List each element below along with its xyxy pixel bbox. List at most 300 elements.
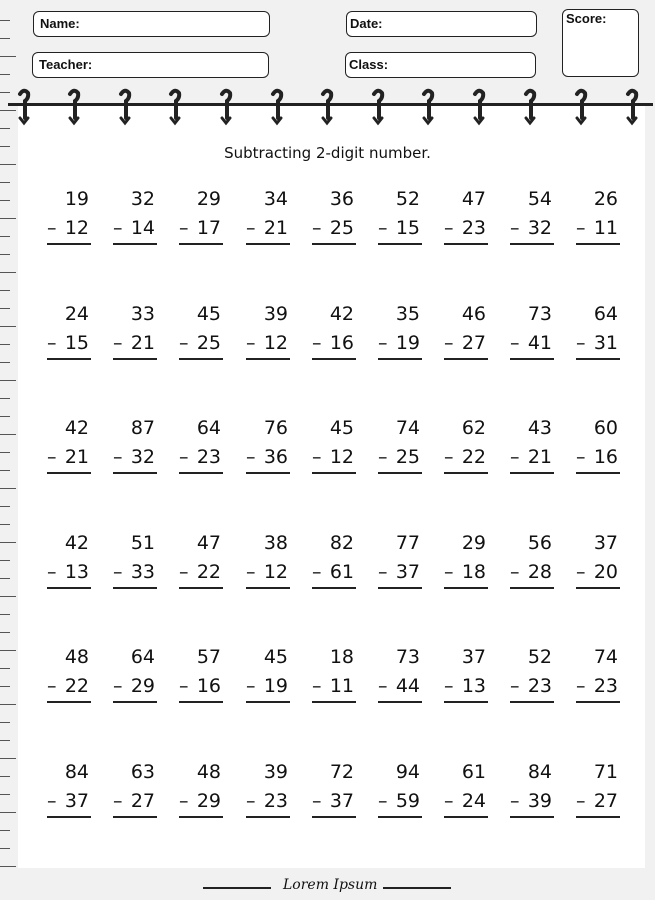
subtrahend-row (179, 443, 223, 474)
minus-sign: – (510, 446, 520, 469)
subtrahend: 44 (395, 675, 420, 698)
subtraction-problem (510, 758, 554, 818)
subtraction-problem (113, 643, 157, 703)
ruler-tick (0, 416, 10, 417)
class-label: Class: (349, 57, 389, 72)
minuend: 48 (64, 646, 89, 669)
subtraction-problem (113, 758, 157, 818)
minuend: 32 (130, 188, 155, 210)
minus-sign: – (246, 560, 256, 583)
minus-sign: – (378, 560, 388, 583)
subtraction-problem (312, 643, 356, 703)
subtrahend-row (47, 787, 91, 818)
ruler-tick (0, 164, 16, 165)
footer-divider-left (203, 887, 271, 889)
minuend: 45 (329, 417, 354, 440)
binder-ring-icon (625, 88, 639, 126)
ruler-tick (0, 20, 10, 21)
subtrahend: 13 (64, 560, 89, 583)
score-label: Score: (566, 11, 607, 26)
subtrahend: 12 (263, 331, 288, 354)
subtrahend-row (47, 672, 91, 703)
minuend: 82 (329, 531, 354, 554)
subtrahend: 37 (329, 790, 354, 812)
subtrahend: 14 (130, 217, 155, 239)
subtrahend-row (510, 443, 554, 474)
minuend: 42 (64, 531, 89, 554)
subtrahend: 29 (130, 675, 155, 698)
binder-ring-icon (270, 88, 284, 126)
subtrahend: 19 (263, 675, 288, 698)
subtraction-problem (576, 529, 620, 589)
subtrahend: 23 (196, 446, 221, 469)
minuend: 61 (461, 761, 486, 783)
subtrahend: 21 (64, 446, 89, 469)
minuend: 48 (196, 761, 221, 783)
subtraction-problem (179, 758, 223, 818)
subtraction-problem (378, 758, 422, 818)
subtrahend: 36 (263, 446, 288, 469)
subtraction-problem (576, 185, 620, 245)
minus-sign: – (444, 217, 454, 239)
name-label: Name: (40, 16, 80, 31)
ruler-tick (0, 740, 10, 741)
ruler-tick (0, 596, 16, 597)
subtrahend: 37 (395, 560, 420, 583)
minus-sign: – (312, 790, 322, 812)
ruler-tick (0, 470, 10, 471)
subtraction-problem (312, 414, 356, 474)
subtrahend-row (47, 443, 91, 474)
subtrahend-row (576, 329, 620, 360)
ruler-tick (0, 848, 10, 849)
subtrahend-row (113, 672, 157, 703)
subtrahend: 32 (130, 446, 155, 469)
subtrahend: 24 (461, 790, 486, 812)
score-box[interactable] (562, 9, 639, 77)
binder-ring-icon (574, 88, 588, 126)
ruler-tick (0, 38, 10, 39)
subtraction-problem (113, 185, 157, 245)
subtrahend-row (246, 329, 290, 360)
ruler-tick (0, 542, 16, 543)
subtraction-problem (246, 414, 290, 474)
minus-sign: – (113, 560, 123, 583)
subtrahend: 23 (593, 675, 618, 698)
subtraction-problem (47, 529, 91, 589)
minuend: 24 (64, 302, 89, 325)
minus-sign: – (444, 790, 454, 812)
minuend: 76 (263, 417, 288, 440)
minuend: 94 (395, 761, 420, 783)
subtraction-problem (510, 529, 554, 589)
subtrahend-row (378, 214, 422, 245)
minus-sign: – (312, 675, 322, 698)
minus-sign: – (47, 217, 57, 239)
subtrahend-row (378, 558, 422, 589)
minus-sign: – (179, 331, 189, 354)
subtraction-problem (47, 300, 91, 360)
subtraction-problem (378, 529, 422, 589)
subtraction-problem (312, 300, 356, 360)
ruler-tick (0, 110, 16, 111)
subtraction-problem (312, 185, 356, 245)
minus-sign: – (179, 675, 189, 698)
subtrahend: 16 (196, 675, 221, 698)
minuend: 37 (593, 531, 618, 554)
subtrahend-row (246, 214, 290, 245)
subtrahend-row (179, 787, 223, 818)
subtrahend-row (510, 672, 554, 703)
subtraction-problem (444, 185, 488, 245)
subtrahend-row (312, 558, 356, 589)
subtrahend-row (312, 443, 356, 474)
minuend: 18 (329, 646, 354, 669)
binder-ring-icon (523, 88, 537, 126)
subtrahend-row (47, 329, 91, 360)
subtrahend: 18 (461, 560, 486, 583)
minus-sign: – (47, 675, 57, 698)
minuend: 39 (263, 761, 288, 783)
ruler-tick (0, 254, 10, 255)
subtrahend: 41 (527, 331, 552, 354)
subtraction-problem (378, 300, 422, 360)
minuend: 72 (329, 761, 354, 783)
subtraction-problem (576, 758, 620, 818)
subtraction-problem (113, 414, 157, 474)
subtrahend-row (510, 214, 554, 245)
minus-sign: – (378, 790, 388, 812)
subtrahend-row (47, 558, 91, 589)
subtraction-problem (246, 529, 290, 589)
ruler-tick (0, 92, 10, 93)
ruler-tick (0, 830, 10, 831)
minuend: 39 (263, 302, 288, 325)
subtrahend: 27 (461, 331, 486, 354)
minuend: 52 (527, 646, 552, 669)
minus-sign: – (312, 331, 322, 354)
subtraction-problem (179, 414, 223, 474)
ruler-tick (0, 326, 16, 327)
minus-sign: – (444, 446, 454, 469)
ruler-tick (0, 128, 10, 129)
subtrahend-row (444, 443, 488, 474)
subtraction-problem (378, 414, 422, 474)
subtraction-problem (378, 185, 422, 245)
subtrahend: 23 (263, 790, 288, 812)
minus-sign: – (510, 560, 520, 583)
subtrahend: 20 (593, 560, 618, 583)
subtraction-problem (246, 758, 290, 818)
minuend: 45 (196, 302, 221, 325)
binder-ring-icon (320, 88, 334, 126)
ruler-tick (0, 794, 10, 795)
subtrahend: 32 (527, 217, 552, 239)
ruler-tick (0, 560, 10, 561)
subtrahend: 21 (527, 446, 552, 469)
subtraction-problem (179, 529, 223, 589)
subtrahend: 12 (263, 560, 288, 583)
subtrahend: 31 (593, 331, 618, 354)
binder-ring-icon (421, 88, 435, 126)
subtraction-problem (179, 185, 223, 245)
ruler-tick (0, 344, 10, 345)
subtraction-problem (510, 643, 554, 703)
minuend: 56 (527, 531, 552, 554)
minuend: 45 (263, 646, 288, 669)
subtrahend: 22 (64, 675, 89, 698)
subtrahend: 16 (329, 331, 354, 354)
subtrahend: 11 (593, 217, 618, 239)
ruler-tick (0, 614, 10, 615)
date-label: Date: (350, 16, 383, 31)
subtraction-problem (179, 300, 223, 360)
teacher-label: Teacher: (39, 57, 93, 72)
minus-sign: – (246, 217, 256, 239)
subtrahend: 21 (263, 217, 288, 239)
subtrahend-row (113, 787, 157, 818)
ruler-tick (0, 650, 16, 651)
subtraction-problem (312, 529, 356, 589)
binder-ring-icon (219, 88, 233, 126)
minus-sign: – (113, 331, 123, 354)
subtrahend: 12 (64, 217, 89, 239)
minuend: 36 (329, 188, 354, 210)
minuend: 87 (130, 417, 155, 440)
subtraction-problem (246, 185, 290, 245)
ruler-tick (0, 452, 10, 453)
ruler-tick (0, 74, 10, 75)
minus-sign: – (246, 446, 256, 469)
minuend: 42 (329, 302, 354, 325)
ruler-tick (0, 812, 16, 813)
minus-sign: – (312, 217, 322, 239)
minuend: 60 (593, 417, 618, 440)
subtrahend: 13 (461, 675, 486, 698)
binder-ring-icon (168, 88, 182, 126)
subtrahend-row (246, 443, 290, 474)
minuend: 29 (196, 188, 221, 210)
subtrahend-row (246, 672, 290, 703)
subtraction-problem (444, 529, 488, 589)
minus-sign: – (510, 675, 520, 698)
ruler-tick (0, 236, 10, 237)
subtrahend: 15 (395, 217, 420, 239)
minuend: 52 (395, 188, 420, 210)
subtrahend: 16 (593, 446, 618, 469)
binder-ring-icon (17, 88, 31, 126)
subtrahend-row (510, 558, 554, 589)
subtraction-problem (113, 529, 157, 589)
ruler-tick (0, 290, 10, 291)
subtraction-problem (246, 300, 290, 360)
subtrahend-row (378, 672, 422, 703)
ruler-tick (0, 308, 10, 309)
subtrahend: 29 (196, 790, 221, 812)
minus-sign: – (576, 675, 586, 698)
subtrahend: 23 (461, 217, 486, 239)
ruler-tick (0, 146, 10, 147)
subtrahend-row (378, 787, 422, 818)
subtrahend: 25 (329, 217, 354, 239)
subtrahend-row (378, 329, 422, 360)
subtrahend: 33 (130, 560, 155, 583)
minuend: 34 (263, 188, 288, 210)
ruler-tick (0, 866, 16, 867)
ruler-tick (0, 668, 10, 669)
minus-sign: – (312, 560, 322, 583)
subtrahend: 27 (130, 790, 155, 812)
subtrahend-row (47, 214, 91, 245)
minuend: 57 (196, 646, 221, 669)
ruler-tick (0, 434, 16, 435)
subtraction-problem (444, 758, 488, 818)
minuend: 42 (64, 417, 89, 440)
minuend: 37 (461, 646, 486, 669)
minus-sign: – (113, 675, 123, 698)
minuend: 33 (130, 302, 155, 325)
minus-sign: – (113, 446, 123, 469)
subtrahend-row (378, 443, 422, 474)
subtraction-problem (47, 643, 91, 703)
minuend: 29 (461, 531, 486, 554)
minuend: 64 (196, 417, 221, 440)
minuend: 84 (64, 761, 89, 783)
minuend: 19 (64, 188, 89, 210)
minuend: 71 (593, 761, 618, 783)
subtraction-problem (47, 414, 91, 474)
subtrahend: 17 (196, 217, 221, 239)
minus-sign: – (510, 217, 520, 239)
subtrahend-row (510, 329, 554, 360)
subtraction-problem (510, 414, 554, 474)
minus-sign: – (510, 790, 520, 812)
minus-sign: – (444, 560, 454, 583)
minuend: 73 (395, 646, 420, 669)
minuend: 46 (461, 302, 486, 325)
subtrahend: 61 (329, 560, 354, 583)
footer-text: Lorem Ipsum (283, 877, 378, 893)
minus-sign: – (576, 331, 586, 354)
subtrahend-row (444, 558, 488, 589)
subtrahend: 21 (130, 331, 155, 354)
minus-sign: – (179, 560, 189, 583)
minuend: 47 (461, 188, 486, 210)
subtrahend: 11 (329, 675, 354, 698)
subtrahend-row (246, 558, 290, 589)
minus-sign: – (47, 446, 57, 469)
subtrahend: 27 (593, 790, 618, 812)
subtrahend-row (312, 672, 356, 703)
minus-sign: – (246, 675, 256, 698)
minus-sign: – (378, 217, 388, 239)
minus-sign: – (444, 675, 454, 698)
minuend: 64 (593, 302, 618, 325)
minuend: 73 (527, 302, 552, 325)
ruler-tick (0, 218, 16, 219)
minuend: 62 (461, 417, 486, 440)
subtraction-problem (510, 300, 554, 360)
subtrahend-row (113, 214, 157, 245)
subtrahend-row (444, 672, 488, 703)
subtrahend: 59 (395, 790, 420, 812)
class-field[interactable] (345, 52, 536, 78)
date-field[interactable] (346, 11, 537, 37)
subtrahend: 23 (527, 675, 552, 698)
subtrahend-row (444, 214, 488, 245)
subtraction-problem (246, 643, 290, 703)
subtrahend: 19 (395, 331, 420, 354)
subtrahend: 22 (461, 446, 486, 469)
minus-sign: – (47, 331, 57, 354)
ruler-tick (0, 56, 16, 57)
minuend: 84 (527, 761, 552, 783)
minus-sign: – (444, 331, 454, 354)
minuend: 43 (527, 417, 552, 440)
minuend: 74 (593, 646, 618, 669)
minus-sign: – (510, 331, 520, 354)
teacher-field[interactable] (32, 52, 269, 78)
ruler-tick (0, 380, 16, 381)
minus-sign: – (179, 446, 189, 469)
subtrahend-row (113, 329, 157, 360)
minus-sign: – (378, 331, 388, 354)
minuend: 74 (395, 417, 420, 440)
subtrahend-row (576, 443, 620, 474)
minuend: 35 (395, 302, 420, 325)
minus-sign: – (179, 790, 189, 812)
ruler-tick (0, 758, 16, 759)
minus-sign: – (576, 790, 586, 812)
subtraction-problem (444, 300, 488, 360)
ruler-tick (0, 200, 10, 201)
ruler-tick (0, 704, 16, 705)
subtraction-problem (576, 300, 620, 360)
minus-sign: – (246, 331, 256, 354)
minuend: 47 (196, 531, 221, 554)
binder-ring-icon (472, 88, 486, 126)
ruler-tick (0, 506, 10, 507)
subtrahend: 25 (395, 446, 420, 469)
subtrahend-row (576, 558, 620, 589)
subtrahend-row (312, 329, 356, 360)
minus-sign: – (113, 217, 123, 239)
subtraction-problem (47, 185, 91, 245)
ruler-tick (0, 632, 10, 633)
subtrahend-row (113, 558, 157, 589)
binder-ring-icon (67, 88, 81, 126)
subtrahend-row (246, 787, 290, 818)
minuend: 54 (527, 188, 552, 210)
name-field[interactable] (33, 11, 270, 37)
subtrahend-row (312, 787, 356, 818)
minus-sign: – (576, 560, 586, 583)
subtrahend: 12 (329, 446, 354, 469)
subtraction-problem (444, 414, 488, 474)
minus-sign: – (378, 675, 388, 698)
ruler-tick (0, 398, 10, 399)
subtrahend: 39 (527, 790, 552, 812)
footer-divider-right (383, 887, 451, 889)
subtrahend-row (576, 787, 620, 818)
subtrahend-row (179, 672, 223, 703)
subtrahend-row (510, 787, 554, 818)
minus-sign: – (312, 446, 322, 469)
ruler-tick (0, 686, 10, 687)
subtrahend-row (179, 214, 223, 245)
ruler-tick (0, 362, 10, 363)
subtrahend-row (312, 214, 356, 245)
